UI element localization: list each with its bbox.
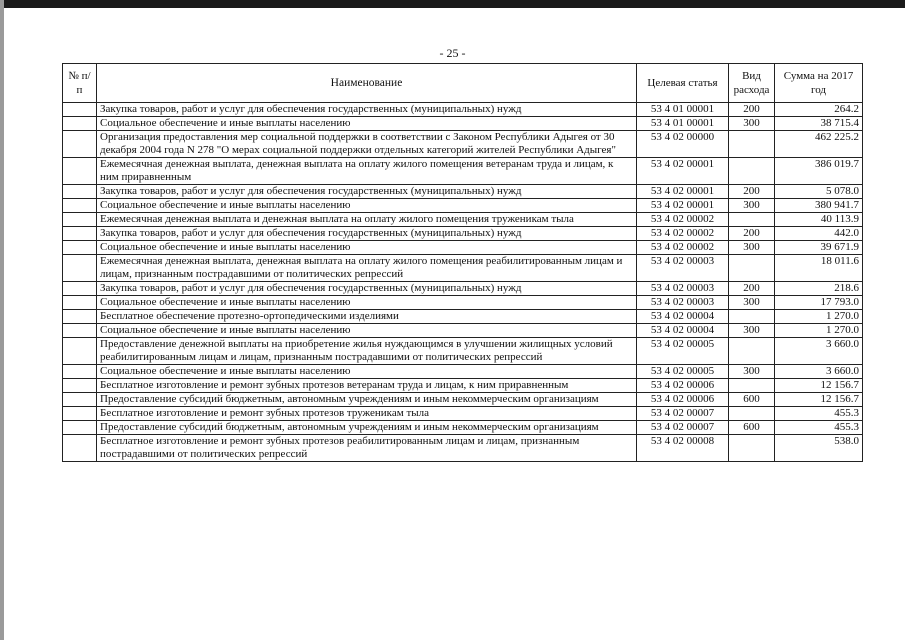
table-row — [63, 131, 863, 158]
row-code-cell: 53 4 02 00001 — [637, 158, 729, 185]
row-name-cell: Закупка товаров, работ и услуг для обеспечения государственных (муниципальных) нужд — [97, 282, 637, 296]
row-sum-cell: 12 156.7 — [775, 393, 863, 407]
row-name-cell: Социальное обеспечение и иные выплаты населению — [97, 365, 637, 379]
row-sum-cell: 1 270.0 — [775, 324, 863, 338]
table-row — [63, 421, 863, 435]
row-name-cell: Социальное обеспечение и иные выплаты населению — [97, 241, 637, 255]
row-code-cell: 53 4 02 00005 — [637, 338, 729, 365]
table-row — [63, 435, 863, 462]
row-sum-cell: 3 660.0 — [775, 365, 863, 379]
page-number: - 25 - — [439, 46, 466, 60]
row-type-cell — [729, 213, 775, 227]
budget-table — [62, 63, 863, 462]
header-sum: Сумма на 2017 год — [775, 64, 863, 103]
table-row — [63, 310, 863, 324]
table-row — [63, 282, 863, 296]
row-number-cell — [63, 131, 97, 158]
row-code-cell: 53 4 02 00001 — [637, 185, 729, 199]
header-type: Вид расхода — [729, 64, 775, 103]
table-row — [63, 255, 863, 282]
row-code-cell: 53 4 01 00001 — [637, 117, 729, 131]
row-sum-cell: 442.0 — [775, 227, 863, 241]
row-code-cell: 53 4 02 00002 — [637, 213, 729, 227]
row-type-cell: 200 — [729, 185, 775, 199]
row-sum-cell: 264.2 — [775, 103, 863, 117]
table-row — [63, 185, 863, 199]
row-type-cell: 200 — [729, 282, 775, 296]
row-number-cell — [63, 435, 97, 462]
row-type-cell — [729, 407, 775, 421]
row-type-cell: 200 — [729, 103, 775, 117]
row-sum-cell: 3 660.0 — [775, 338, 863, 365]
row-number-cell — [63, 255, 97, 282]
table-row — [63, 103, 863, 117]
row-number-cell — [63, 199, 97, 213]
table-row — [63, 241, 863, 255]
row-type-cell — [729, 131, 775, 158]
table-row — [63, 379, 863, 393]
header-code: Целевая статья — [637, 64, 729, 103]
row-number-cell — [63, 310, 97, 324]
row-type-cell: 300 — [729, 199, 775, 213]
row-name-cell: Закупка товаров, работ и услуг для обеспечения государственных (муниципальных) нужд — [97, 185, 637, 199]
row-number-cell — [63, 393, 97, 407]
header-no: № п/п — [63, 64, 97, 103]
row-code-cell: 53 4 02 00006 — [637, 393, 729, 407]
row-number-cell — [63, 421, 97, 435]
row-number-cell — [63, 407, 97, 421]
scan-top-border — [0, 0, 905, 8]
row-name-cell: Социальное обеспечение и иные выплаты населению — [97, 296, 637, 310]
row-type-cell: 300 — [729, 117, 775, 131]
row-code-cell: 53 4 01 00001 — [637, 103, 729, 117]
row-type-cell: 300 — [729, 241, 775, 255]
row-number-cell — [63, 103, 97, 117]
table-row — [63, 393, 863, 407]
row-name-cell: Ежемесячная денежная выплата, денежная выплата на оплату жилого помещения ветеранам труда и лицам, к ним приравненным — [97, 158, 637, 185]
row-sum-cell: 40 113.9 — [775, 213, 863, 227]
scan-left-border — [0, 0, 4, 640]
row-number-cell — [63, 213, 97, 227]
row-type-cell: 600 — [729, 393, 775, 407]
row-number-cell — [63, 158, 97, 185]
row-type-cell: 300 — [729, 296, 775, 310]
row-name-cell: Ежемесячная денежная выплата и денежная выплата на оплату жилого помещения труженикам тыла — [97, 213, 637, 227]
row-sum-cell: 39 671.9 — [775, 241, 863, 255]
row-sum-cell: 17 793.0 — [775, 296, 863, 310]
row-name-cell: Предоставление денежной выплаты на приобретение жилья нуждающимся в улучшении жилищных условий реабилитированным лицам и лицам, признанным пострадавшими от политических репрессий — [97, 338, 637, 365]
row-sum-cell: 455.3 — [775, 421, 863, 435]
row-code-cell: 53 4 02 00003 — [637, 255, 729, 282]
table-row — [63, 199, 863, 213]
row-code-cell: 53 4 02 00008 — [637, 435, 729, 462]
row-sum-cell: 386 019.7 — [775, 158, 863, 185]
row-code-cell: 53 4 02 00004 — [637, 324, 729, 338]
row-number-cell — [63, 338, 97, 365]
row-sum-cell: 538.0 — [775, 435, 863, 462]
row-name-cell: Предоставление субсидий бюджетным, автономным учреждениям и иным некоммерческим организациям — [97, 421, 637, 435]
row-name-cell: Социальное обеспечение и иные выплаты населению — [97, 199, 637, 213]
row-number-cell — [63, 241, 97, 255]
row-code-cell: 53 4 02 00002 — [637, 227, 729, 241]
row-name-cell: Бесплатное изготовление и ремонт зубных протезов труженикам тыла — [97, 407, 637, 421]
row-name-cell: Бесплатное обеспечение протезно-ортопедическими изделиями — [97, 310, 637, 324]
header-name: Наименование — [97, 64, 637, 103]
table-body — [63, 103, 863, 462]
row-name-cell: Предоставление субсидий бюджетным, автономным учреждениям и иным некоммерческим организациям — [97, 393, 637, 407]
row-code-cell: 53 4 02 00001 — [637, 199, 729, 213]
row-sum-cell: 38 715.4 — [775, 117, 863, 131]
row-number-cell — [63, 227, 97, 241]
row-code-cell: 53 4 02 00004 — [637, 310, 729, 324]
row-code-cell: 53 4 02 00002 — [637, 241, 729, 255]
row-code-cell: 53 4 02 00003 — [637, 282, 729, 296]
table-row — [63, 227, 863, 241]
table-row — [63, 158, 863, 185]
row-code-cell: 53 4 02 00005 — [637, 365, 729, 379]
row-name-cell: Бесплатное изготовление и ремонт зубных протезов ветеранам труда и лицам, к ним приравненным — [97, 379, 637, 393]
table-row — [63, 407, 863, 421]
row-code-cell: 53 4 02 00007 — [637, 421, 729, 435]
row-code-cell: 53 4 02 00007 — [637, 407, 729, 421]
row-type-cell — [729, 310, 775, 324]
row-code-cell: 53 4 02 00003 — [637, 296, 729, 310]
table-row — [63, 296, 863, 310]
table-row — [63, 117, 863, 131]
row-type-cell: 300 — [729, 365, 775, 379]
row-type-cell — [729, 435, 775, 462]
row-number-cell — [63, 365, 97, 379]
row-sum-cell: 455.3 — [775, 407, 863, 421]
row-sum-cell: 5 078.0 — [775, 185, 863, 199]
row-type-cell — [729, 338, 775, 365]
row-type-cell — [729, 158, 775, 185]
row-sum-cell: 12 156.7 — [775, 379, 863, 393]
row-sum-cell: 380 941.7 — [775, 199, 863, 213]
table-row — [63, 338, 863, 365]
row-type-cell: 300 — [729, 324, 775, 338]
table-row — [63, 213, 863, 227]
row-code-cell: 53 4 02 00000 — [637, 131, 729, 158]
row-name-cell: Бесплатное изготовление и ремонт зубных протезов реабилитированным лицам и лицам, признанным пострадавшими от политических репрессий — [97, 435, 637, 462]
row-type-cell: 600 — [729, 421, 775, 435]
row-type-cell — [729, 379, 775, 393]
table-row — [63, 324, 863, 338]
row-code-cell: 53 4 02 00006 — [637, 379, 729, 393]
row-name-cell: Закупка товаров, работ и услуг для обеспечения государственных (муниципальных) нужд — [97, 103, 637, 117]
row-number-cell — [63, 379, 97, 393]
row-sum-cell: 218.6 — [775, 282, 863, 296]
row-name-cell: Закупка товаров, работ и услуг для обеспечения государственных (муниципальных) нужд — [97, 227, 637, 241]
row-number-cell — [63, 324, 97, 338]
row-number-cell — [63, 185, 97, 199]
table-header-row — [63, 64, 863, 103]
row-number-cell — [63, 282, 97, 296]
row-name-cell: Организация предоставления мер социальной поддержки в соответствии с Законом Республики Адыгея от 30 декабря 2004 года N 278 "О мерах социальной поддержки отдельных категорий жителей Республики Адыгея" — [97, 131, 637, 158]
row-sum-cell: 18 011.6 — [775, 255, 863, 282]
row-name-cell: Ежемесячная денежная выплата, денежная выплата на оплату жилого помещения реабилитированным лицам и лицам, признанным пострадавшими от политических репрессий — [97, 255, 637, 282]
row-name-cell: Социальное обеспечение и иные выплаты населению — [97, 117, 637, 131]
row-number-cell — [63, 296, 97, 310]
row-sum-cell: 1 270.0 — [775, 310, 863, 324]
row-sum-cell: 462 225.2 — [775, 131, 863, 158]
row-number-cell — [63, 117, 97, 131]
row-type-cell — [729, 255, 775, 282]
row-name-cell: Социальное обеспечение и иные выплаты населению — [97, 324, 637, 338]
table-row — [63, 365, 863, 379]
row-type-cell: 200 — [729, 227, 775, 241]
